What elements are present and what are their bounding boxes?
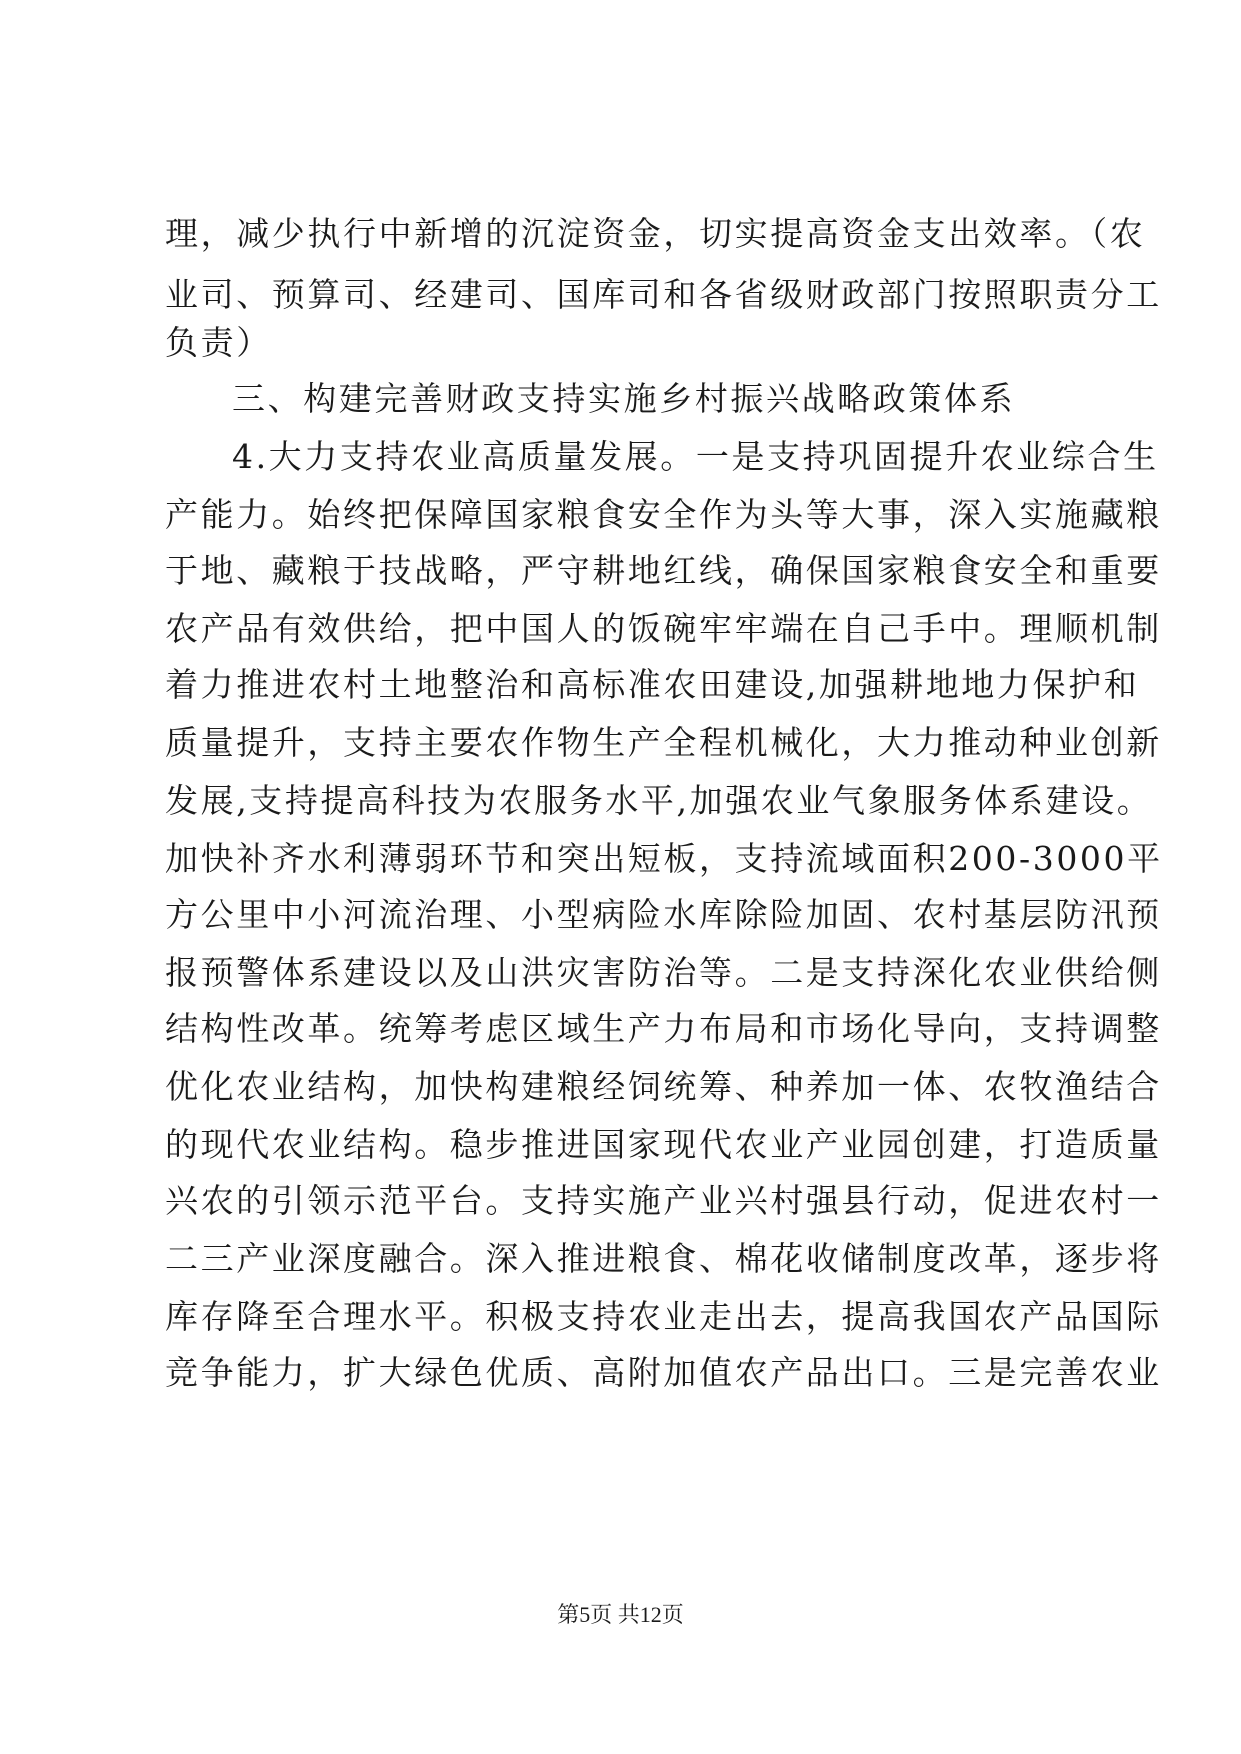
text-line: 方公里中小河流治理、小型病险水库除险加固、农村基层防汛预 (165, 895, 1162, 934)
text-line: 发展,支持提高科技为农服务水平,加强农业气象服务体系建设。 (165, 781, 1153, 820)
text-line: 兴农的引领示范平台。支持实施产业兴村强县行动，促进农村一 (165, 1181, 1162, 1220)
text-line: 理，减少执行中新增的沉淀资金，切实提高资金支出效率。（农 (165, 214, 1146, 253)
text-line: 优化农业结构，加快构建粮经饲统筹、种养加一体、农牧渔结合 (165, 1067, 1162, 1106)
text-line: 库存降至合理水平。积极支持农业走出去，提高我国农产品国际 (165, 1297, 1162, 1336)
text-line: 负责） (165, 323, 272, 362)
section-heading: 三、构建完善财政支持实施乡村振兴战略政策体系 (232, 379, 1016, 418)
text-line: 结构性改革。统筹考虑区域生产力布局和市场化导向，支持调整 (165, 1009, 1162, 1048)
text-line: 农产品有效供给，把中国人的饭碗牢牢端在自己手中。理顺机制 (165, 609, 1162, 648)
text-line: 竞争能力，扩大绿色优质、高附加值农产品出口。三是完善农业 (165, 1353, 1162, 1392)
text-line: 加快补齐水利薄弱环节和突出短板，支持流域面积200-3000平 (165, 839, 1163, 878)
text-line: 于地、藏粮于技战略，严守耕地红线，确保国家粮食安全和重要 (165, 551, 1162, 590)
text-line: 业司、预算司、经建司、国库司和各省级财政部门按照职责分工 (165, 275, 1162, 314)
page-number-footer: 第5页 共12页 (557, 1602, 684, 1627)
text-line: 报预警体系建设以及山洪灾害防治等。二是支持深化农业供给侧 (165, 953, 1162, 992)
text-line: 二三产业深度融合。深入推进粮食、棉花收储制度改革，逐步将 (165, 1239, 1162, 1278)
text-line: 的现代农业结构。稳步推进国家现代农业产业园创建，打造质量 (165, 1125, 1162, 1164)
text-line: 质量提升，支持主要农作物生产全程机械化，大力推动种业创新 (165, 723, 1162, 762)
text-line: 产能力。始终把保障国家粮食安全作为头等大事，深入实施藏粮 (165, 495, 1162, 534)
text-line: 着力推进农村土地整治和高标准农田建设,加强耕地地力保护和 (165, 665, 1140, 704)
text-line: 4.大力支持农业高质量发展。一是支持巩固提升农业综合生 (232, 437, 1159, 476)
